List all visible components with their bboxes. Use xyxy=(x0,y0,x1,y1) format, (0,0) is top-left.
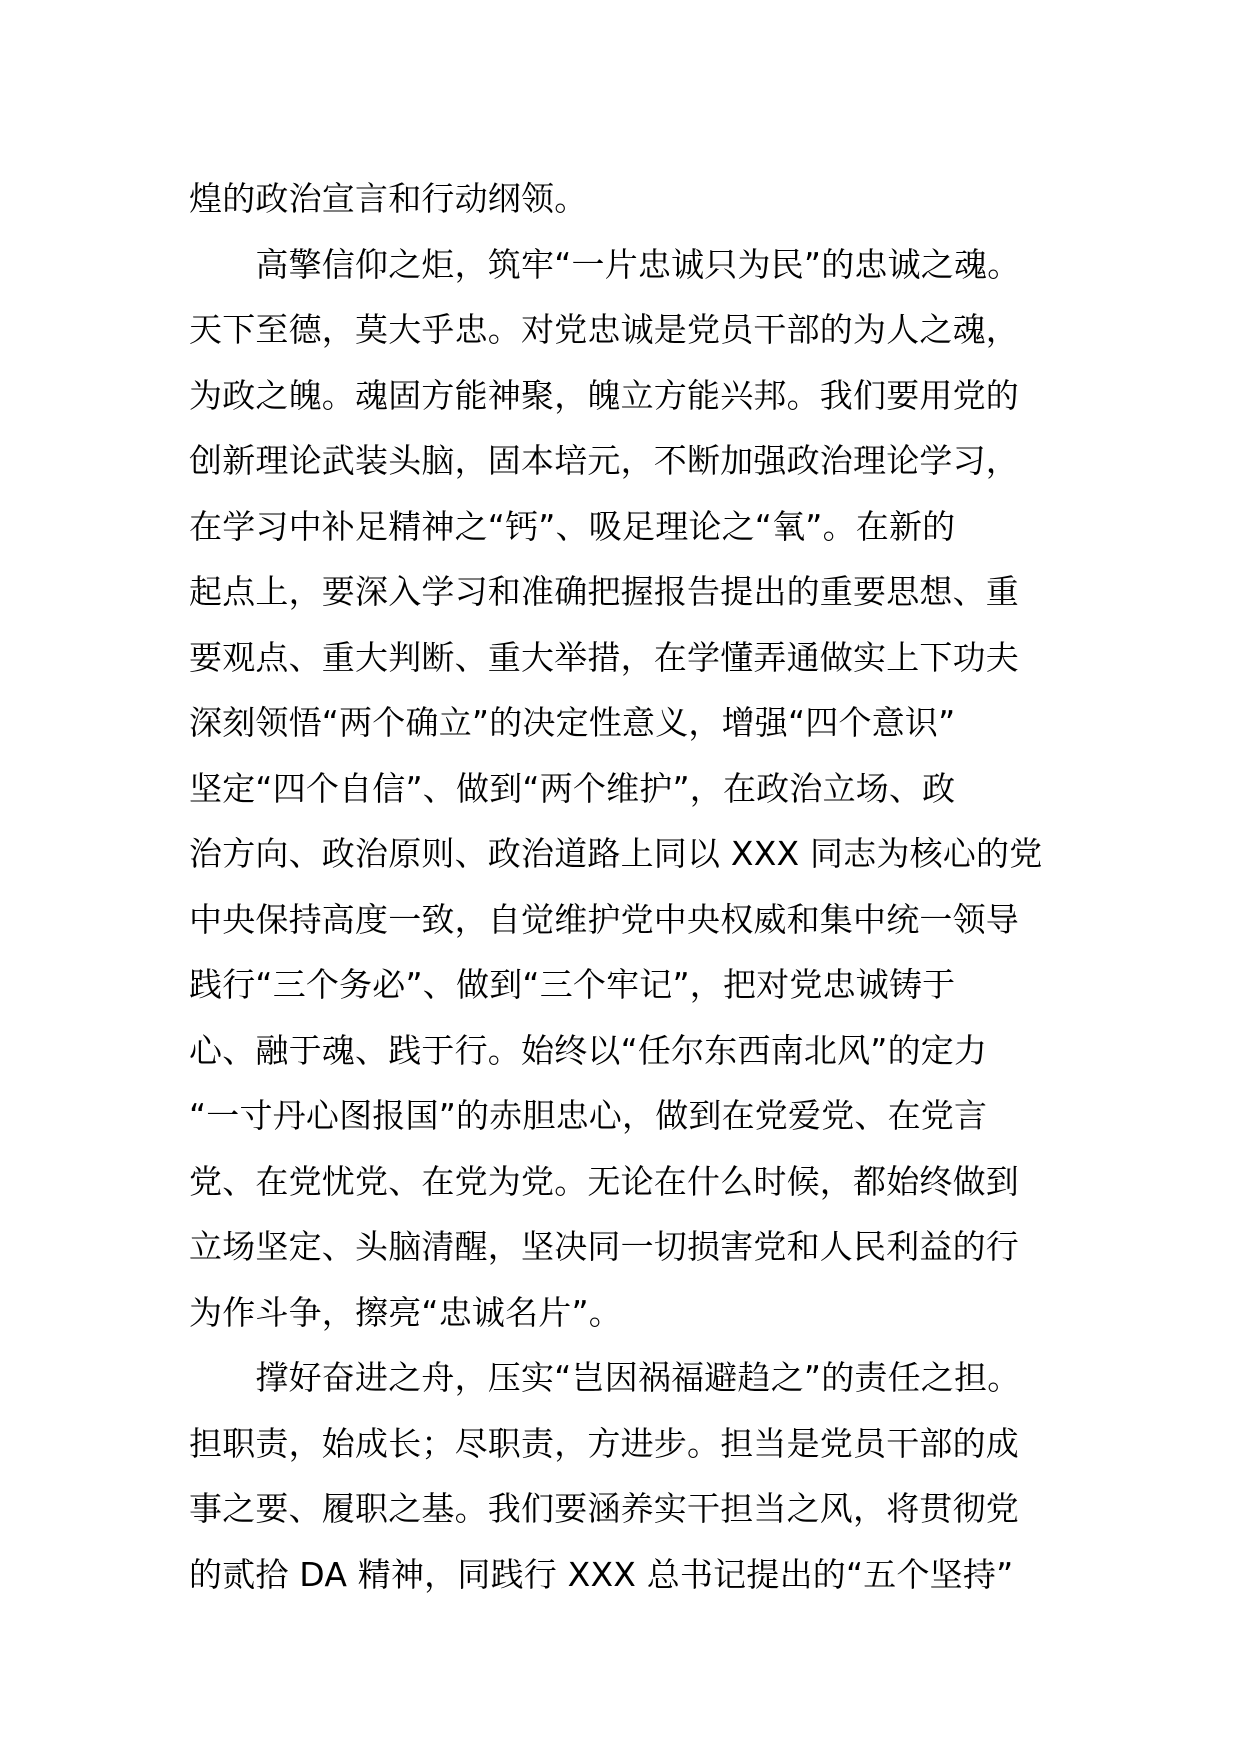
paragraph-heading-line: 撑好奋进之舟，压实“岂因祸福避趋之”的责任之担。 xyxy=(189,1358,1021,1397)
text-line: 中央保持高度一致，自觉维护党中央权威和集中统一领导 xyxy=(189,899,1019,939)
text-line: 为作斗争，擦亮“忠诚名片”。 xyxy=(189,1292,622,1332)
text-line: 心、融于魂、践于行。始终以“任尔东西南北风”的定力 xyxy=(189,1030,988,1070)
text-line: 天下至德，莫大乎忠。对党忠诚是党员干部的为人之魂， xyxy=(189,310,1019,349)
text-line: 坚定“四个自信”、做到“两个维护”，在政治立场、政 xyxy=(189,768,956,808)
text-line: 党、在党忧党、在党为党。无论在什么时候，都始终做到 xyxy=(189,1161,1019,1201)
text-line: 起点上，要深入学习和准确把握报告提出的重要思想、重 xyxy=(189,572,1019,611)
text-line: 要观点、重大判断、重大举措，在学懂弄通做实上下功夫 xyxy=(189,637,1019,677)
text-line: “一寸丹心图报国”的赤胆忠心，做到在党爱党、在党言 xyxy=(189,1096,988,1135)
text-line: 为政之魄。魂固方能神聚，魄立方能兴邦。我们要用党的 xyxy=(189,375,1019,415)
text-line: 治方向、政治原则、政治道路上同以 XXX 同志为核心的党 xyxy=(189,834,1043,873)
text-line: 深刻领悟“两个确立”的决定性意义，增强“四个意识” xyxy=(189,703,956,742)
text-line: 担职责，始成长；尽职责，方进步。担当是党员干部的成 xyxy=(189,1423,1019,1463)
text-line: 在学习中补足精神之“钙”、吸足理论之“氧”。在新的 xyxy=(189,506,956,546)
body-text xyxy=(189,166,1129,1607)
text-line: 煌的政治宣言和行动纲领。 xyxy=(189,179,588,218)
text-line: 立场坚定、头脑清醒，坚决同一切损害党和人民利益的行 xyxy=(189,1227,1019,1266)
text-line: 创新理论武装头脑，固本培元，不断加强政治理论学习， xyxy=(189,441,1019,480)
text-line: 践行“三个务必”、做到“三个牢记”，把对党忠诚铸于 xyxy=(189,965,956,1004)
text-line: 的贰拾 DA 精神，同践行 XXX 总书记提出的“五个坚持” xyxy=(189,1554,1014,1594)
text-line: 事之要、履职之基。我们要涵养实干担当之风，将贯彻党 xyxy=(189,1489,1019,1528)
paragraph-heading-line: 高擎信仰之炬，筑牢“一片忠诚只为民”的忠诚之魂。 xyxy=(189,244,1021,284)
